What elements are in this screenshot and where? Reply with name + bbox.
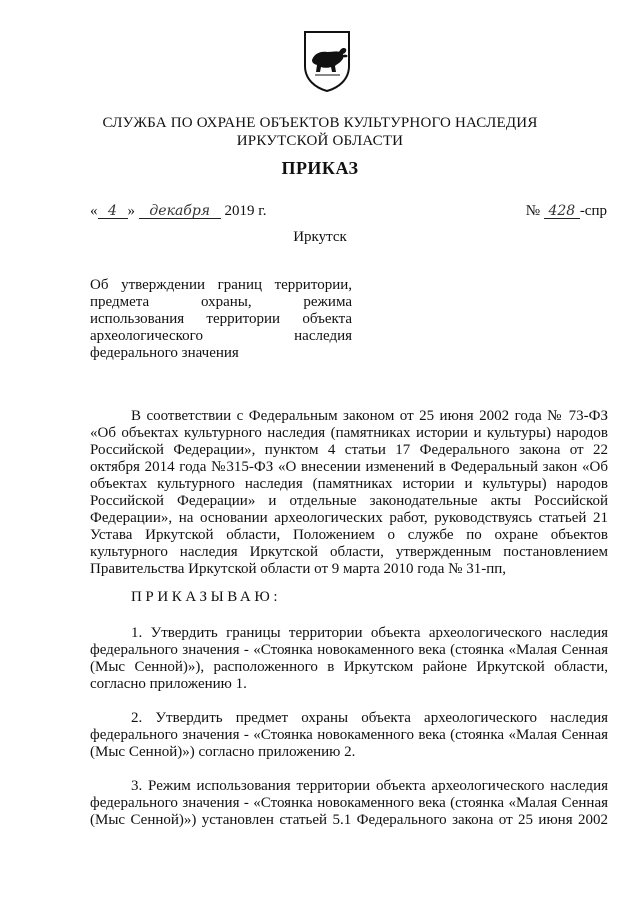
organization-name-line1: СЛУЖБА ПО ОХРАНЕ ОБЪЕКТОВ КУЛЬТУРНОГО НАСЛЕДИЯ — [102, 115, 538, 131]
subject-line: археологического наследия — [90, 328, 352, 344]
preamble-line: Федерации», на основании археологических работ, руководствуясь статьей 21 — [90, 510, 608, 526]
order-item-3 — [90, 778, 608, 829]
city-name: Иркутск — [293, 229, 347, 245]
preamble-line: «Об объектах культурного наследия (памятниках истории и культуры) народов — [90, 425, 608, 441]
organization-name-line2: ИРКУТСКОЙ ОБЛАСТИ — [236, 133, 404, 149]
document-title: ПРИКАЗ — [281, 158, 359, 178]
order-item-2 — [90, 710, 608, 761]
date-close-quote: » — [127, 203, 135, 219]
item-line: (Мыс Сенной)») установлен статьей 5.1 Федерального закона от 25 июня 2002 — [90, 812, 608, 828]
number-prefix: № — [525, 203, 541, 219]
preamble-line: Российской Федерации» и отдельные законодательные акты Российской — [90, 493, 608, 509]
item-line: (Мыс Сенной)»), расположенного в Иркутском районе Иркутской области, — [90, 659, 608, 675]
subject-line: Об утверждении границ территории, — [90, 277, 352, 293]
item-line: федерального значения - «Стоянка новокаменного века (стоянка «Малая Сенная — [90, 727, 608, 743]
item-line: (Мыс Сенной)») согласно приложению 2. — [90, 744, 356, 760]
order-subject — [90, 277, 352, 362]
preamble-line: В соответствии с Федеральным законом от 25 июня 2002 года № 73-ФЗ — [131, 408, 608, 424]
subject-line: использования территории объекта — [90, 311, 352, 327]
preamble-line: Устава Иркутской области, Положением о службе по охране объектов — [90, 527, 608, 543]
preamble-line: Российской Федерации», пунктом 4 статьи 17 Федерального закона от 22 — [90, 442, 608, 458]
document-date — [90, 203, 266, 220]
coat-of-arms-emblem — [302, 30, 352, 93]
date-month-handwritten: декабря — [139, 204, 221, 219]
item-line: 1. Утвердить границы территории объекта археологического наследия — [131, 625, 608, 641]
preamble-paragraph — [90, 408, 608, 578]
subject-line: федерального значения — [90, 345, 239, 361]
date-open-quote: « — [90, 203, 98, 219]
item-line: согласно приложению 1. — [90, 676, 247, 692]
number-handwritten: 428 — [544, 204, 580, 219]
item-line: федерального значения - «Стоянка новокаменного века (стоянка «Малая Сенная — [90, 642, 608, 658]
number-suffix: -спр — [579, 203, 607, 219]
date-day-handwritten: 4 — [98, 204, 128, 219]
item-line: федерального значения - «Стоянка новокаменного века (стоянка «Малая Сенная — [90, 795, 608, 811]
order-item-1 — [90, 625, 608, 693]
date-year: 2019 г. — [224, 203, 267, 219]
subject-line: предмета охраны, режима — [90, 294, 352, 310]
order-word: ПРИКАЗЫВАЮ: — [131, 589, 282, 605]
preamble-line: октября 2014 года №315-ФЗ «О внесении изменений в Федеральный закон «Об — [90, 459, 608, 475]
item-line: 3. Режим использования территории объекта археологического наследия — [131, 778, 608, 794]
item-line: 2. Утвердить предмет охраны объекта археологического наследия — [131, 710, 608, 726]
preamble-line: объектах культурного наследия (памятниках истории и культуры) народов — [90, 476, 608, 492]
preamble-line: Правительства Иркутской области от 9 марта 2010 года № 31-пп, — [90, 561, 506, 577]
document-number — [526, 203, 607, 220]
preamble-line: культурного наследия Иркутской области, утвержденным постановлением — [90, 544, 608, 560]
